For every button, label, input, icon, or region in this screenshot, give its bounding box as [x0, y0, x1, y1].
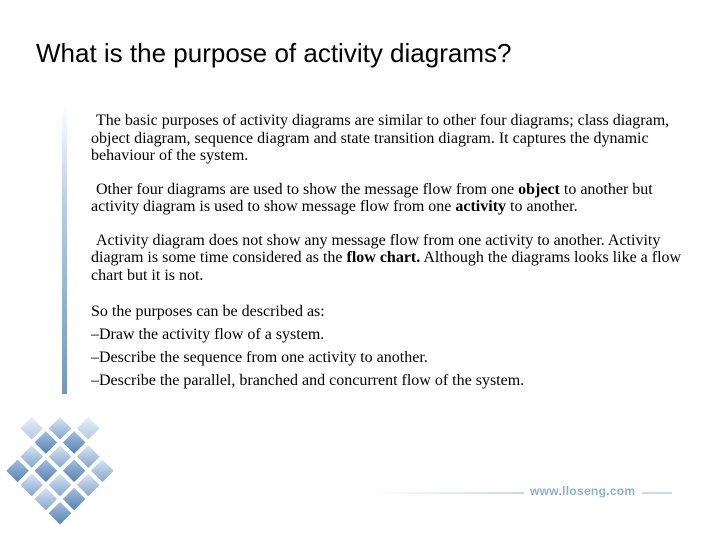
paragraph-message-flow-text-1: Other four diagrams are used to show the message flow from one	[96, 180, 519, 198]
paragraph-message-flow-text-3: to another.	[506, 198, 578, 215]
paragraph-flow-chart	[91, 232, 701, 285]
emphasis-object: object	[518, 180, 560, 198]
vertical-accent-bar	[62, 104, 67, 394]
purpose-item: –Describe the sequence from one activity to another.	[91, 349, 428, 366]
paragraph-basic-purposes-text: The basic purposes of activity diagrams are similar to other four diagrams; class diagram, object diagram, sequence diagram and state transition diagram. It captures the dynamic behaviour of the system.	[91, 112, 670, 164]
paragraph-message-flow-text-2: to another but activity diagram is used to show message flow from one	[91, 180, 653, 215]
paragraph-basic-purposes	[91, 112, 701, 165]
footer-divider-left	[372, 492, 524, 494]
footer-url: www.lloseng.com	[530, 484, 636, 498]
paragraph-message-flow	[91, 181, 701, 216]
decorative-tile-pattern	[0, 380, 120, 540]
emphasis-activity: activity	[455, 198, 507, 215]
slide-body	[91, 112, 701, 392]
emphasis-flow-chart: flow chart.	[346, 249, 421, 266]
paragraph-flow-chart-text-2: Although the diagrams looks like a flow chart but it is not.	[91, 249, 682, 284]
slide-title: What is the purpose of activity diagrams?	[36, 38, 512, 68]
purpose-item: –Describe the parallel, branched and concurrent flow of the system.	[91, 372, 525, 389]
paragraph-flow-chart-text-1: Activity diagram does not show any message flow from one activity to another. Activity diagram is some time considered as the	[91, 231, 661, 266]
purposes-intro: So the purposes can be described as:	[91, 303, 325, 320]
footer-divider-right	[642, 492, 672, 494]
purpose-item: –Draw the activity flow of a system.	[91, 326, 325, 343]
purposes-list	[91, 300, 701, 392]
